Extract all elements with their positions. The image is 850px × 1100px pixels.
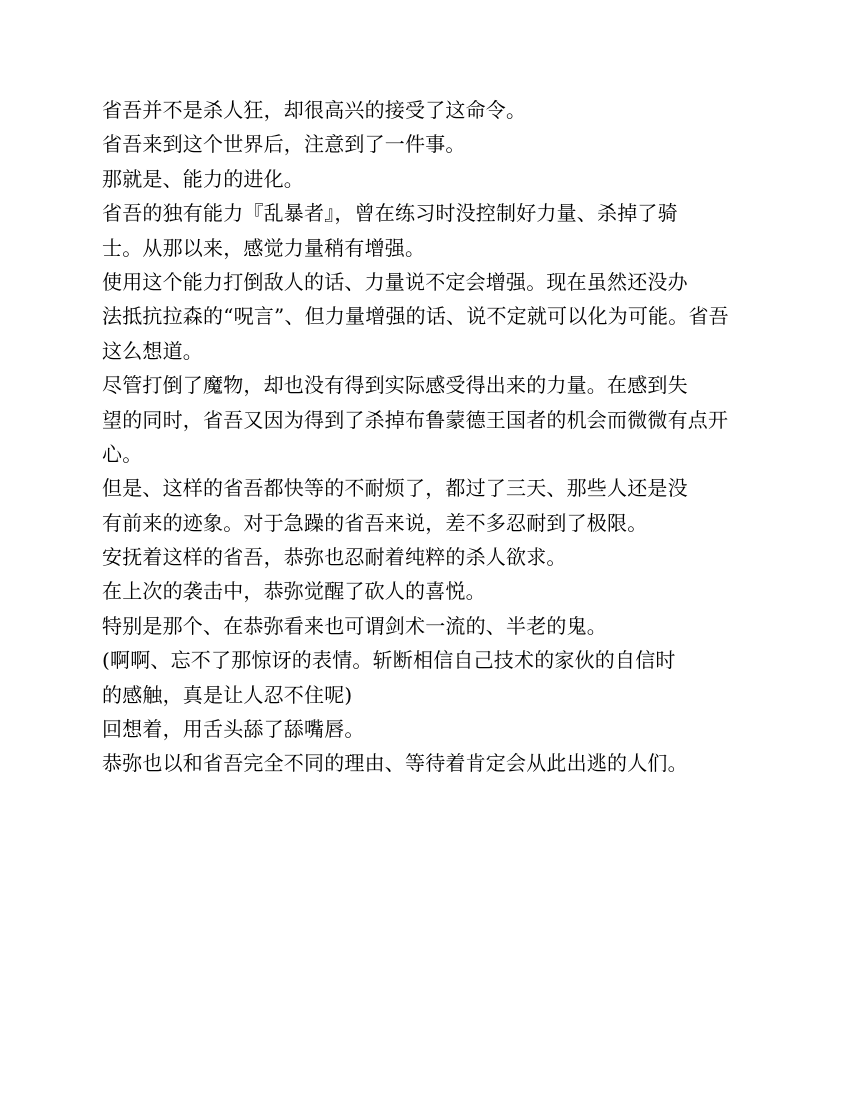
text-line: 这么想道。 (102, 338, 203, 363)
text-line: 尽管打倒了魔物，却也没有得到实际感受得出来的力量。在感到失 (102, 373, 688, 398)
text-line: 法抵抗拉森的“呪言”、但力量增强的话、说不定就可以化为可能。省吾 (102, 304, 729, 329)
text-line: 但是、这样的省吾都快等的不耐烦了，都过了三天、那些人还是没 (102, 476, 688, 501)
text-line: 士。从那以来，感觉力量稍有增强。 (102, 235, 426, 260)
text-line: 使用这个能力打倒敌人的话、力量说不定会增强。现在虽然还没办 (102, 269, 688, 294)
text-line: 省吾的独有能力『乱暴者』，曾在练习时没控制好力量、杀掉了骑 (102, 201, 678, 226)
text-line: 在上次的袭击中，恭弥觉醒了砍人的喜悦。 (102, 579, 486, 604)
text-line: 的感触，真是让人忍不住呢) (102, 682, 353, 707)
text-line: 恭弥也以和省吾完全不同的理由、等待着肯定会从此出逃的人们。 (102, 751, 688, 776)
text-line: 心。 (102, 441, 143, 466)
text-line: 安抚着这样的省吾，恭弥也忍耐着纯粹的杀人欲求。 (102, 545, 567, 570)
text-line: (啊啊、忘不了那惊讶的表情。斩断相信自己技术的家伙的自信时 (102, 648, 676, 673)
text-line: 回想着，用舌头舔了舔嘴唇。 (102, 717, 365, 742)
text-line: 省吾来到这个世界后，注意到了一件事。 (102, 132, 466, 157)
text-line: 那就是、能力的进化。 (102, 166, 304, 191)
text-line: 特别是那个、在恭弥看来也可谓剑术一流的、半老的鬼。 (102, 613, 607, 638)
text-line: 省吾并不是杀人狂，却很高兴的接受了这命令。 (102, 98, 527, 122)
body-text (102, 93, 762, 781)
text-line: 望的同时，省吾又因为得到了杀掉布鲁蒙德王国者的机会而微微有点开 (102, 407, 729, 432)
text-line: 有前来的迹象。对于急躁的省吾来说，差不多忍耐到了极限。 (102, 510, 648, 535)
